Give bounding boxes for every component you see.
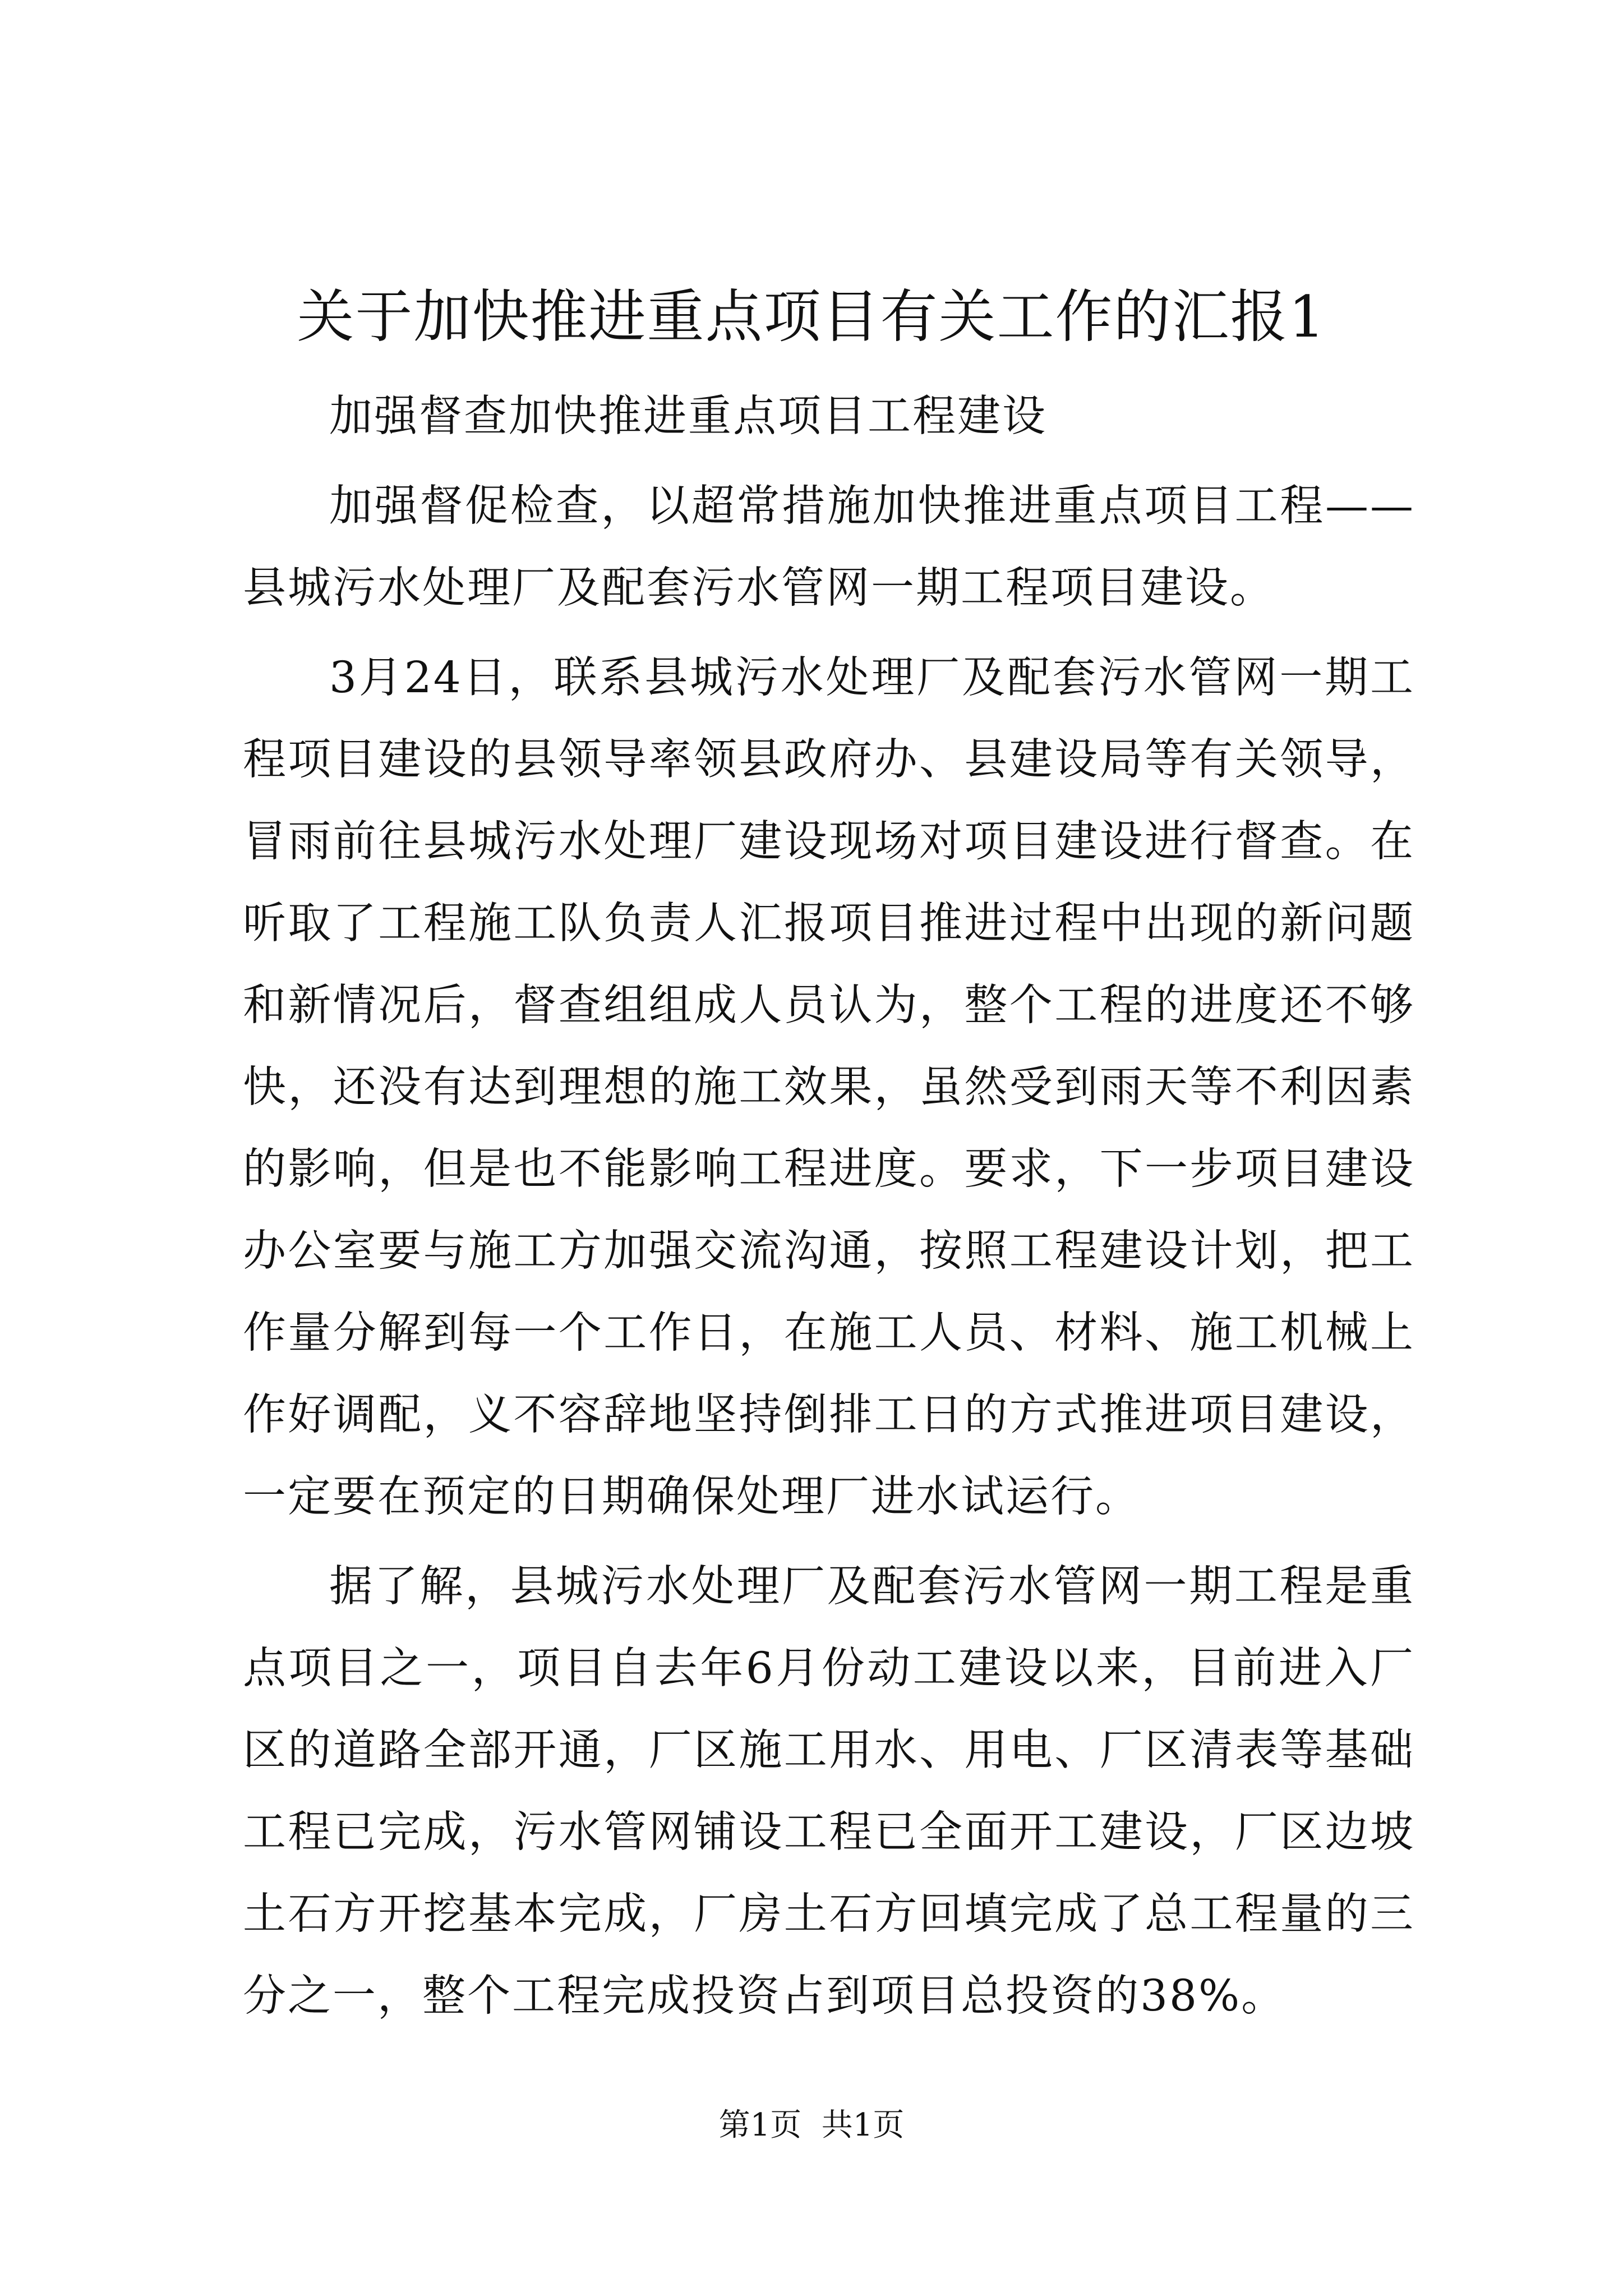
- document-body: [243, 376, 1415, 2037]
- paragraph-inspection: 3月24日，联系县城污水处理厂及配套污水管网一期工程项目建设的县领导率领县政府办、县建设局等有关领导，冒雨前往县城污水处理厂建设现场对项目建设进行督查。在听取了工程施工队负责人汇报项目推进过程中出现的新问题和新情况后，督查组组成人员认为，整个工程的进度还不够快，还没有达到理想的施工效果，虽然受到雨天等不利因素的影响，但是也不能影响工程进度。要求，下一步项目建设办公室要与施工方加强交流沟通，按照工程建设计划，把工作量分解到每一个工作日，在施工人员、材料、施工机械上作好调配，义不容辞地坚持倒排工日的方式推进项目建设，一定要在预定的日期确保处理厂进水试运行。: [243, 653, 1415, 1522]
- page-number-footer: 第1页 共1页: [718, 2107, 905, 2143]
- paragraph-subtitle: 加强督查加快推进重点项目工程建设: [329, 392, 1047, 441]
- paragraph-progress: 据了解，县城污水处理厂及配套污水管网一期工程是重点项目之一，项目自去年6月份动工建设以来，目前进入厂区的道路全部开通，厂区施工用水、用电、厂区清表等基础工程已完成，污水管网铺设工程已全面开工建设，厂区边坡土石方开挖基本完成，厂房土石方回填完成了总工程量的三分之一，整个工程完成投资占到项目总投资的38%。: [243, 1562, 1415, 2021]
- document-title: 关于加快推进重点项目有关工作的汇报1: [297, 284, 1326, 351]
- paragraph-intro: 加强督促检查，以超常措施加快推进重点项目工程——县城污水处理厂及配套污水管网一期工程项目建设。: [243, 481, 1415, 613]
